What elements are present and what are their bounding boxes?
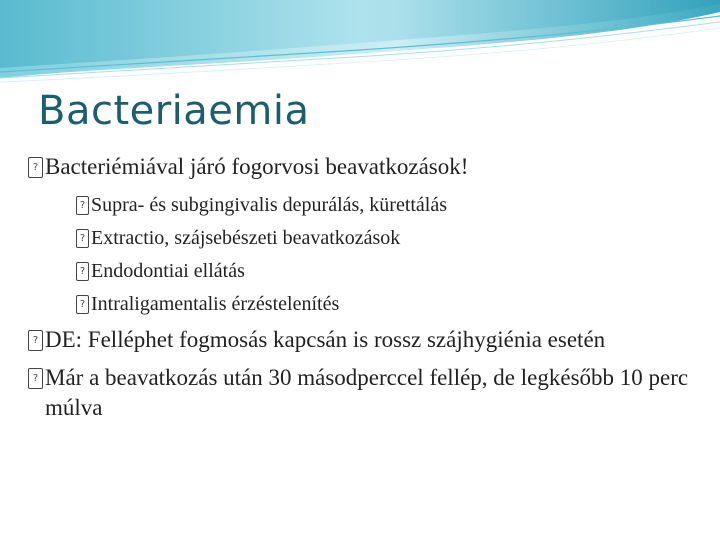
missing-glyph-box-icon	[28, 368, 43, 389]
bullet-text: Bacteriémiával járó fogorvosi beavatkozások!	[45, 154, 469, 179]
sub-bullet-text: Extractio, szájsebészeti beavatkozások	[91, 227, 401, 249]
sub-bullet-item	[76, 289, 700, 319]
sub-bullet-item	[76, 190, 700, 220]
sub-bullet-text: Supra- és subgingivalis depurálás, kürettálás	[91, 194, 448, 216]
bullet-item	[28, 152, 700, 182]
slide-title: Bacteriaemia	[38, 88, 310, 134]
header-wave-decoration	[0, 0, 720, 90]
sub-bullet-text: Intraligamentalis érzéstelenítés	[91, 293, 340, 315]
missing-glyph-box-icon	[76, 262, 89, 281]
bullet-item	[28, 325, 700, 355]
missing-glyph-box-icon	[76, 196, 89, 215]
sub-bullet-text: Endodontiai ellátás	[91, 260, 245, 282]
missing-glyph-box-icon	[76, 295, 89, 314]
bullet-text: DE: Felléphet fogmosás kapcsán is rossz szájhygiénia esetén	[45, 327, 606, 352]
missing-glyph-box-icon	[28, 330, 43, 351]
missing-glyph-box-icon	[28, 157, 43, 178]
sub-bullet-item	[76, 256, 700, 286]
missing-glyph-box-icon	[76, 229, 89, 248]
sub-bullet-item	[76, 223, 700, 253]
bullet-text: Már a beavatkozás után 30 másodperccel fellép, de legkésőbb 10 perc múlva	[45, 365, 689, 420]
bullet-item	[28, 363, 700, 423]
bullet-list	[28, 152, 700, 431]
